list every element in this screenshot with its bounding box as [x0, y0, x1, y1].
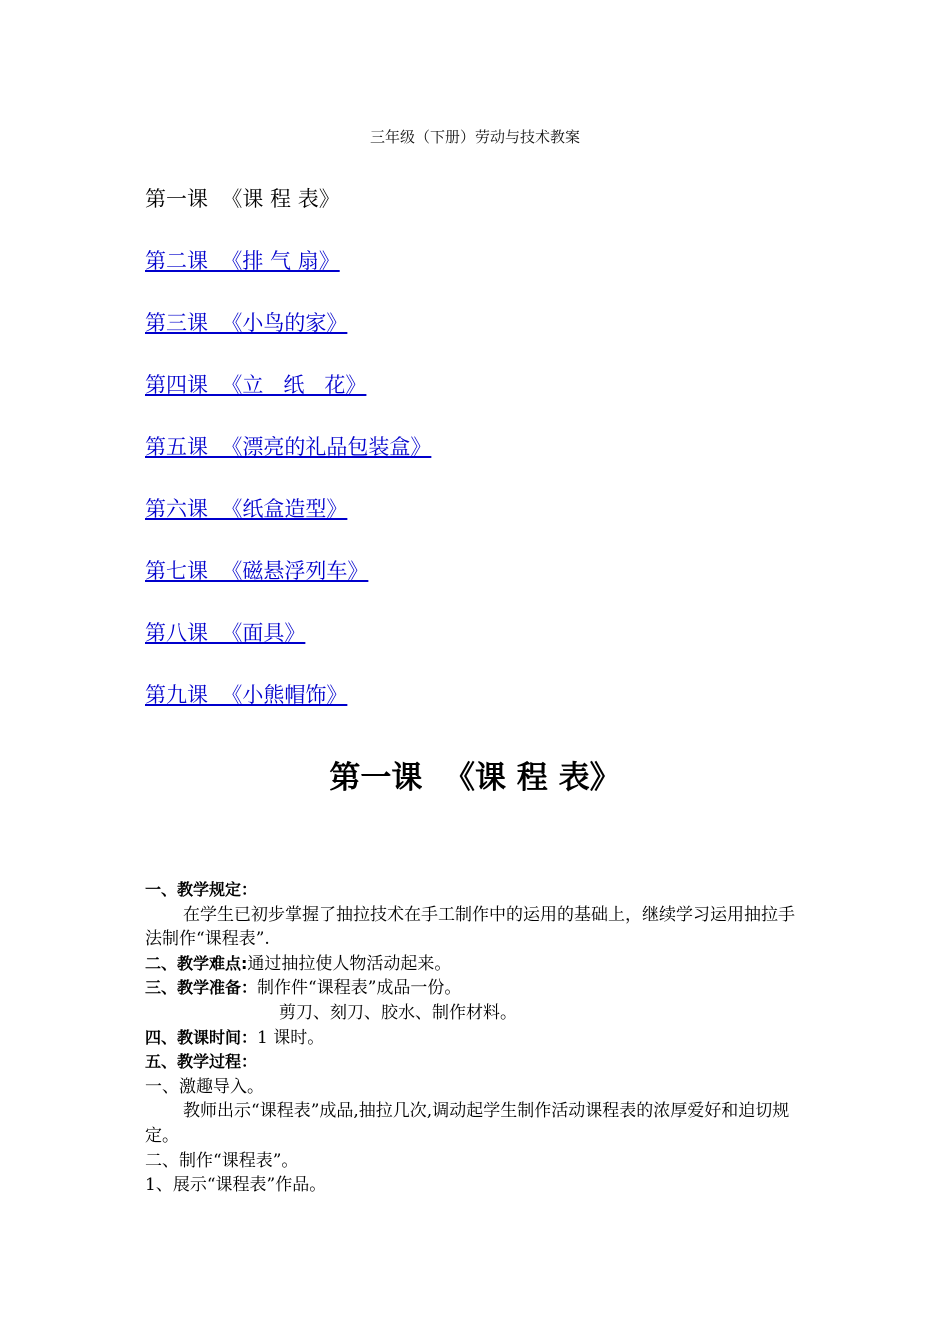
- toc-link-lesson-6[interactable]: 第六课 《纸盒造型》: [145, 497, 348, 521]
- lesson-body: [145, 878, 810, 1198]
- section-label: 二、教学难点:: [145, 953, 248, 973]
- section-process: [145, 1050, 810, 1075]
- section-label: 四、教课时间：: [145, 1027, 258, 1047]
- section-label: 三、教学准备：: [145, 978, 258, 998]
- page-header: 三年级（下册）劳动与技术教案: [369, 128, 580, 146]
- section-label: 五、教学过程：: [145, 1052, 258, 1072]
- toc-link-lesson-8[interactable]: 第八课 《面具》: [145, 621, 306, 645]
- process-step-2: 二、制作“课程表”。: [145, 1150, 299, 1171]
- section-label: 一、教学规定：: [145, 880, 258, 899]
- objectives-text: 在学生已初步掌握了抽拉技术在手工制作中的运用的基础上，继续学习运用抽拉手法制作“课程表”.: [145, 904, 795, 950]
- section-objectives: [145, 878, 810, 903]
- toc-link-lesson-2[interactable]: 第二课 《排 气 扇》: [145, 249, 340, 273]
- preparation-text: 制作件“课程表”成品一份。: [257, 978, 462, 999]
- difficulty-text: 通过抽拉使人物活动起来。: [247, 953, 452, 974]
- section-duration: [145, 1026, 810, 1051]
- lesson-title: 第一课 《课 程 表》: [329, 760, 621, 796]
- toc-link-lesson-5[interactable]: 第五课 《漂亮的礼品包装盒》: [145, 435, 432, 459]
- section-preparation: [145, 976, 810, 1001]
- toc-item-lesson-1: 第一课 《课 程 表》: [145, 187, 340, 211]
- process-step-2-item-1: 1、展示“课程表”作品。: [145, 1175, 327, 1196]
- duration-text: 1 课时。: [257, 1027, 325, 1048]
- toc-link-lesson-4[interactable]: 第四课 《立 纸 花》: [145, 373, 367, 397]
- process-step-1: 一、激趣导入。: [145, 1076, 264, 1097]
- process-step-1-text: 教师出示“课程表”成品,抽拉几次,调动起学生制作活动课程表的浓厚爱好和迫切规定。: [145, 1101, 790, 1146]
- preparation-text-2: 剪刀、刻刀、胶水、制作材料。: [279, 1002, 517, 1023]
- table-of-contents: [145, 184, 431, 742]
- toc-link-lesson-7[interactable]: 第七课 《磁悬浮列车》: [145, 559, 369, 583]
- toc-link-lesson-9[interactable]: 第九课 《小熊帽饰》: [145, 683, 348, 707]
- section-difficulty: [145, 952, 810, 977]
- toc-link-lesson-3[interactable]: 第三课 《小鸟的家》: [145, 311, 348, 335]
